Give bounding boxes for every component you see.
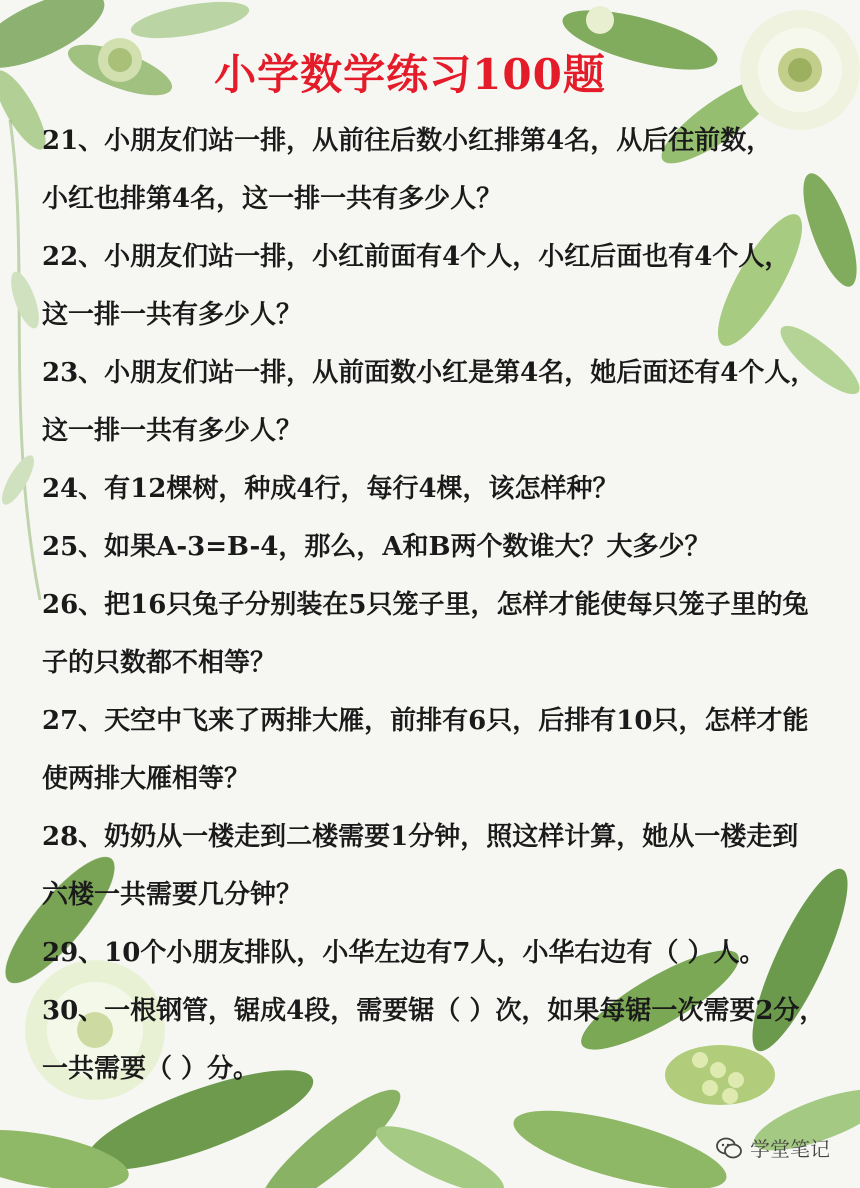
question-item [42,112,842,228]
question-item [42,228,842,344]
question-line: 子的只数都不相等？ [42,648,277,678]
question-item [42,924,842,982]
question-item [42,344,842,460]
question-line: 26、把16只兔子分别装在5只笼子里，怎样才能使每只笼子里的兔 [42,590,809,620]
question-item [42,576,842,692]
question-item [42,982,842,1098]
question-item [42,692,842,808]
question-line: 27、天空中飞来了两排大雁，前排有6只，后排有10只，怎样才能 [42,706,809,736]
question-line: 21、小朋友们站一排，从前往后数小红排第4名，从后往前数， [42,126,773,156]
question-line: 六楼一共需要几分钟？ [42,880,303,910]
question-line: 28、奶奶从一楼走到二楼需要1分钟，照这样计算，她从一楼走到 [42,822,799,852]
question-line: 30、一根钢管，锯成4段，需要锯（ ）次，如果每锯一次需要2分， [42,996,826,1026]
question-list [42,112,842,1098]
question-line: 这一排一共有多少人？ [42,416,303,446]
question-line: 25、如果A-3=B-4，那么，A和B两个数谁大？大多少？ [42,532,711,562]
question-line: 22、小朋友们站一排，小红前面有4个人，小红后面也有4个人， [42,242,791,272]
question-line: 23、小朋友们站一排，从前面数小红是第4名，她后面还有4个人， [42,358,817,388]
watermark [716,1133,830,1162]
question-line: 这一排一共有多少人？ [42,300,303,330]
question-line: 使两排大雁相等？ [42,764,251,794]
vine-left [0,120,45,600]
question-line: 24、有12棵树，种成4行，每行4棵，该怎样种？ [42,474,619,504]
watermark-text: 学堂笔记 [750,1137,830,1161]
question-line: 一共需要（ ）分。 [42,1054,260,1084]
question-item [42,808,842,924]
question-line: 29、10个小朋友排队，小华左边有7人，小华右边有（ ）人。 [42,938,766,968]
question-item [42,518,842,576]
question-item [42,460,842,518]
question-line: 小红也排第4名，这一排一共有多少人？ [42,184,503,214]
page-title: 小学数学练习100题 [214,50,606,99]
wechat-chat-icon [716,1137,742,1159]
